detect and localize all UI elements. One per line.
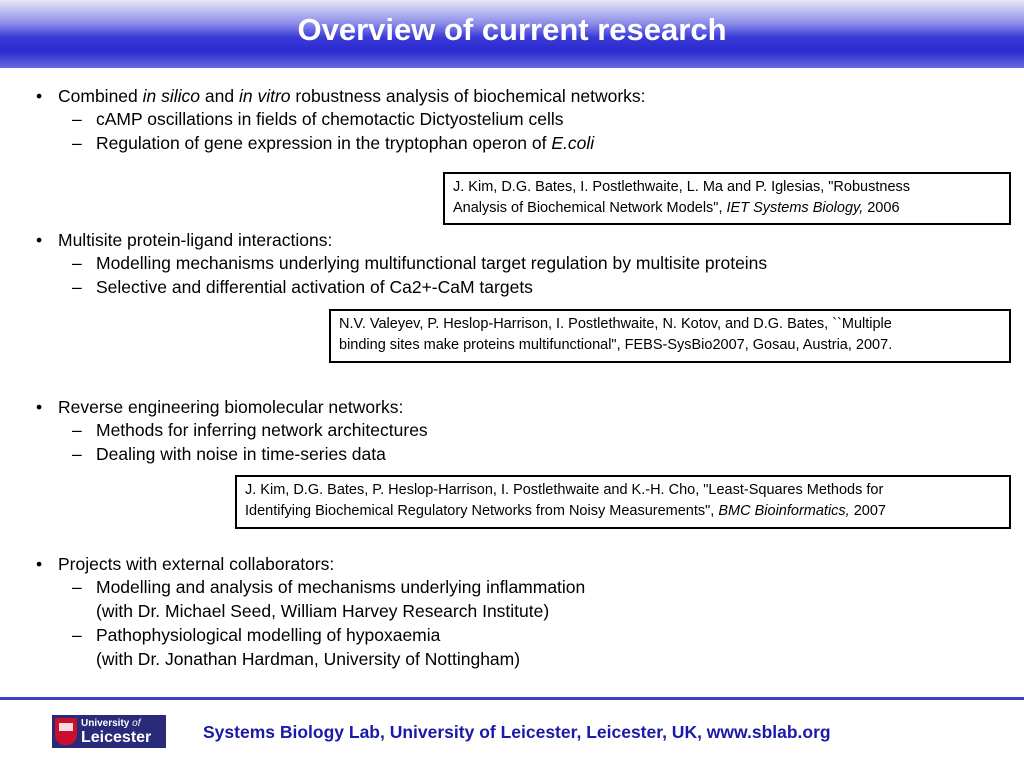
reference-line: Identifying Biochemical Regulatory Networks from Noisy Measurements", BMC Bioinformatics, 2007 bbox=[245, 503, 886, 519]
reference-box-1 bbox=[443, 172, 1011, 225]
dash-glyph: – bbox=[72, 420, 82, 440]
sub-tryptophan-operon: Regulation of gene expression in the tryptophan operon of E.coli bbox=[96, 133, 595, 153]
footer-lab-credit: Systems Biology Lab, University of Leicester, Leicester, UK, www.sblab.org bbox=[203, 722, 831, 742]
reference-line: N.V. Valeyev, P. Heslop-Harrison, I. Postlethwaite, N. Kotov, and D.G. Bates, ``Multiple bbox=[339, 316, 892, 332]
sub-inflammation: Modelling and analysis of mechanisms underlying inflammation bbox=[96, 577, 586, 597]
sub-ca-cam-targets: Selective and differential activation of Ca2+-CaM targets bbox=[96, 277, 533, 297]
dash-glyph: – bbox=[72, 133, 82, 153]
reference-box-3 bbox=[235, 475, 1011, 529]
bullet-glyph: • bbox=[36, 86, 43, 106]
dash-glyph: – bbox=[72, 625, 82, 645]
dash-glyph: – bbox=[72, 277, 82, 297]
logo-wordmark: University of Leicester bbox=[81, 718, 152, 746]
dash-glyph: – bbox=[72, 109, 82, 129]
university-logo bbox=[52, 715, 166, 748]
sub-hypoxaemia: Pathophysiological modelling of hypoxaemia bbox=[96, 625, 441, 645]
crest-icon bbox=[55, 718, 77, 745]
reference-line: J. Kim, D.G. Bates, I. Postlethwaite, L. Ma and P. Iglesias, "Robustness bbox=[453, 179, 911, 195]
bullet-glyph: • bbox=[36, 230, 43, 250]
dash-glyph: – bbox=[72, 444, 82, 464]
sub-noise-time-series: Dealing with noise in time-series data bbox=[96, 444, 386, 464]
bullet-glyph: • bbox=[36, 554, 43, 574]
reference-box-2 bbox=[329, 309, 1011, 363]
sub-camp-oscillations: cAMP oscillations in fields of chemotactic Dictyostelium cells bbox=[96, 109, 564, 129]
bullet-reverse-engineering: Reverse engineering biomolecular networks: bbox=[58, 397, 404, 417]
reference-line: J. Kim, D.G. Bates, P. Heslop-Harrison, I. Postlethwaite and K.-H. Cho, "Least-Squares Methods for bbox=[245, 482, 884, 498]
reference-line: Analysis of Biochemical Network Models", IET Systems Biology, 2006 bbox=[453, 200, 900, 216]
bullet-external-collaborators: Projects with external collaborators: bbox=[58, 554, 335, 574]
bullet-combined-analysis: Combined in silico and in vitro robustness analysis of biochemical networks: bbox=[58, 86, 646, 106]
sub-inflammation-collaborator: (with Dr. Michael Seed, William Harvey Research Institute) bbox=[96, 601, 550, 621]
slide-title: Overview of current research bbox=[297, 12, 727, 47]
footer-divider bbox=[0, 697, 1024, 700]
sub-multifunctional-regulation: Modelling mechanisms underlying multifunctional target regulation by multisite proteins bbox=[96, 253, 768, 273]
bullet-glyph: • bbox=[36, 397, 43, 417]
bullet-multisite: Multisite protein-ligand interactions: bbox=[58, 230, 333, 250]
sub-inferring-architectures: Methods for inferring network architectures bbox=[96, 420, 428, 440]
dash-glyph: – bbox=[72, 577, 82, 597]
reference-line: binding sites make proteins multifunctional", FEBS-SysBio2007, Gosau, Austria, 2007. bbox=[339, 337, 893, 353]
sub-hypoxaemia-collaborator: (with Dr. Jonathan Hardman, University of Nottingham) bbox=[96, 649, 521, 669]
dash-glyph: – bbox=[72, 253, 82, 273]
